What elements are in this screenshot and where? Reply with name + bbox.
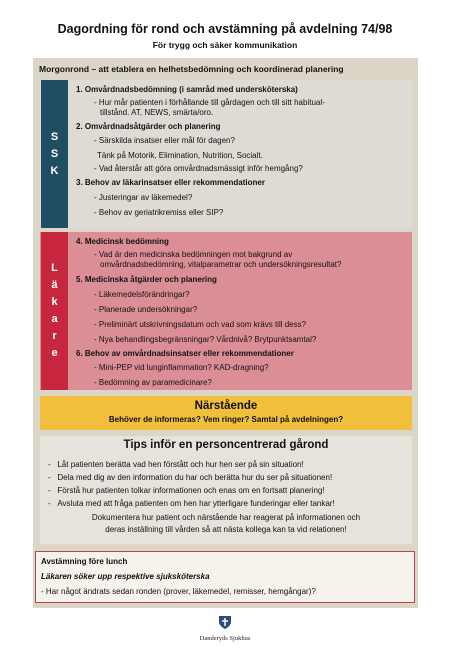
lunch-section [35,551,415,603]
tip-item: - Förstå hur patienten tolkar informationen och enas om en fortsatt planering! [48,486,325,495]
ssk-line: - Vad återstår att göra omvårdnadsmässigt inför hemgång? [94,164,303,173]
side-letter: k [51,296,58,308]
lakare-line: - Mini-PEP vid lunginflammation? KAD-dragning? [94,363,269,372]
side-letter: e [51,347,58,359]
tip-item: - Avsluta med att fråga patienten om hen har ytterligare funderingar eller tankar! [48,499,335,508]
lakare-line: - Preliminärt utskrivningsdatum och vad som krävs till dess? [94,320,307,329]
ssk-line: - Särskilda insatser eller mål för dagen? [94,136,235,145]
page-subtitle: För trygg och säker kommunikation [152,40,298,50]
tips-doc-line: Dokumentera hur patient och närstående har reagerat på informationen och [91,513,361,522]
lunch-line: - Har något ändrats sedan ronden (prover, läkemedel, remisser, hemgångar)? [41,587,316,596]
side-letter: r [52,330,57,342]
lakare-line: - Läkemedelsförändringar? [94,290,190,299]
page-title: Dagordning för rond och avstämning på avdelning 74/98 [57,22,393,36]
lakare-line: omvårdnadsbedömning, vitalparametrar och undersökningsresultat? [100,260,342,269]
ssk-heading-1: 1. Omvårdnadsbedömning (i samråd med undersköterska) [76,85,298,94]
narstaende-title: Närstående [194,400,258,412]
lunch-subtitle: Läkaren söker upp respektive sjuksköterska [41,572,210,581]
lakare-side-label [41,232,68,390]
lakare-line: - Vad är den medicinska bedömningen mot bakgrund av [94,250,293,259]
lakare-line: - Bedömning av paramedicinare? [94,378,212,387]
ssk-line: tillstånd. AT, NEWS, smärta/oro. [100,108,214,117]
lakare-line: - Nya behandlingsbegränsningar? Vårdnivå? Brytpunktsamtal? [94,335,317,344]
lakare-heading-4: 4. Medicinsk bedömning [76,237,169,246]
ssk-line: - Hur mår patienten i förhållande till gårdagen och till sitt habitual- [94,98,325,107]
lunch-title: Avstämning före lunch [41,557,128,566]
lakare-heading-6: 6. Behov av omvårdnadsinsatser eller rekommendationer [76,349,294,358]
hospital-name: Danderyds Sjukhus [199,635,251,642]
side-letter: K [50,164,59,177]
ssk-side-label [41,80,68,228]
ssk-line: Tänk på Motorik, Elimination, Nutrition, Socialt. [97,151,263,160]
side-letter: S [50,130,59,143]
ssk-line: - Justeringar av läkemedel? [94,193,193,202]
lakare-heading-5: 5. Medicinska åtgärder och planering [76,275,217,284]
tip-item: - Låt patienten berätta vad hen förstått och hur hen ser på sin situation! [48,460,304,469]
side-letter: a [51,313,58,325]
tips-title: Tips inför en personcentrerad gårond [123,439,329,451]
narstaende-section [40,396,412,430]
ssk-line: - Behov av geriatrikremiss eller SIP? [94,208,224,217]
tips-doc-line: deras inställning till vården så att nästa kollega kan ta vid relationen! [105,525,347,534]
side-letter: L [51,262,58,274]
tips-section [40,436,412,544]
hospital-logo [195,614,255,646]
ssk-heading-3: 3. Behov av läkarinsatser eller rekommendationer [76,178,265,187]
side-letter: ä [51,279,58,291]
morgonrond-heading: Morgonrond – att etablera en helhetsbedömning och koordinerad planering [39,64,344,74]
side-letter: S [50,147,59,160]
lakare-line: - Planerade undersökningar? [94,305,198,314]
ssk-heading-2: 2. Omvårdnadsåtgärder och planering [76,122,221,131]
hospital-crest-icon [217,614,233,630]
narstaende-question: Behöver de informeras? Vem ringer? Samtal på avdelningen? [108,415,344,424]
tip-item: - Dela med dig av den information du har och berätta hur du ser på situationen! [48,473,333,482]
